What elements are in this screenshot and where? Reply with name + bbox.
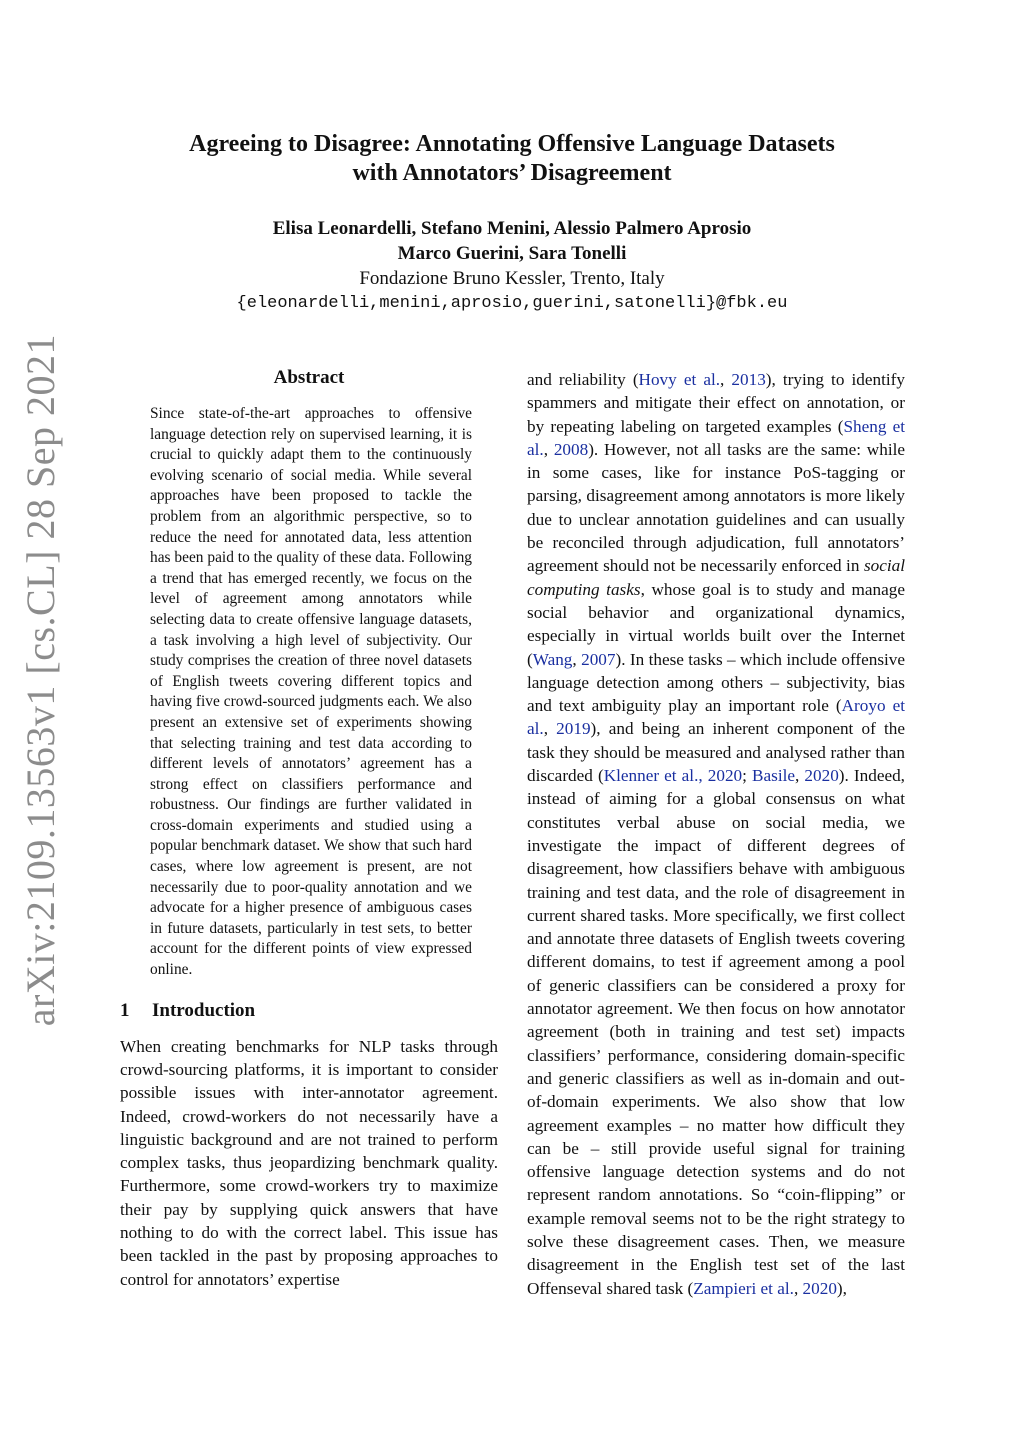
paper-title [150,130,874,188]
section-number: 1 [120,999,130,1021]
section-heading-introduction [120,999,498,1023]
citation-link[interactable]: Hovy et al. [638,370,721,389]
text-run: ), and being an inherent component of the task they should be measured and analysed rather than discarded ( [527,719,905,786]
arxiv-identifier [17,300,63,1060]
citation-link[interactable]: 2020 [802,1278,837,1298]
text-run: , whose goal is to study and manage social behavior and organizational dynamics, especially in virtual worlds built over the Internet ( [527,579,905,669]
author-block [150,216,874,316]
author-names-line-1: Elisa Leonardelli, Stefano Menini, Alessio Palmero Aprosio [272,218,752,239]
abstract-heading: Abstract [273,367,345,388]
text-run: , [543,719,557,739]
text-run: ). However, not all tasks are the same: while in some cases, like for instance PoS-tagging or parsing, disagreement among annotators is more likely due to unclear annotation guidelines and can usually be reconciled through adjudication, full annotators’ agreement should not be necessarily enforced in [527,439,905,576]
abstract-text: Since state-of-the-art approaches to offensive language detection rely on supervised learning, it is crucial to quickly adapt them to the continuously evolving scenario of social media. While several approaches have been proposed to tackle the problem from an algorithmic perspective, so to reduce the need for annotated data, less attention has been paid to the quality of these data. Following a trend that has emerged recently, we focus on the level of agreement among annotators while selecting data to create offensive language datasets, a task involving a high level of subjectivity. Our study comprises the creation of three novel datasets of English tweets covering different topics and having five crowd-sourced judgments each. We also present an extensive set of experiments showing that selecting training and test data according to different levels of annotators’ agreement has a strong effect on classifiers performance and robustness. Our findings are further validated in cross-domain experiments and studied using a popular benchmark dataset. We show that such hard cases, where low agreement is present, are not necessarily due to poor-quality annotation and we advocate for a higher presence of ambiguous cases in future datasets, particularly in test sets, to better account for the different points of view expressed online. [150,405,472,979]
text-run: ; [742,766,753,786]
citation-link[interactable]: Basile [752,766,796,786]
paper-title-line-2: with Annotators’ Disagreement [352,160,672,186]
text-run: ). In these tasks – which include offensive language detection among others – subjectivity, bias and text ambiguity play an important role ( [527,649,906,716]
right-column [527,368,905,1300]
affiliation: Fondazione Bruno Kessler, Trento, Italy [359,268,665,289]
citation-link[interactable]: Klenner et al., 2020 [603,766,743,786]
citation-link[interactable]: 2020 [804,766,839,786]
citation-link[interactable]: 2007 [581,649,616,669]
left-column [120,366,498,1291]
paper-title-line-1: Agreeing to Disagree: Annotating Offensive Language Datasets [189,131,835,157]
text-run: ), [836,1278,847,1298]
author-emails: {eleonardelli,menini,aprosio,guerini,satonelli}@fbk.eu [236,294,788,313]
citation-link[interactable]: 2013 [731,370,766,389]
text-run: and reliability ( [527,370,639,389]
citation-link[interactable]: Aroyo et al. [527,696,905,739]
introduction-paragraph-right [527,368,905,1300]
citation-link[interactable]: Wang [532,649,573,669]
text-run: ). Indeed, instead of aiming for a global consensus on what constitutes verbal abuse on social media, we investigate the impact of different degrees of disagreement, how classifiers behave with ambiguous training and test data, and the role of disagreement in current shared tasks. More specifically, we first collect and annotate three datasets of English tweets covering different domains, to test if agreement among a pool of generic classifiers can be considered a proxy for annotator agreement. We then focus on how annotator agreement (both in training and test set) impacts classifiers’ performance, considering domain-specific and generic classifiers as well as in-domain and out-of-domain experiments. We also show that low agreement examples – no matter how difficult they can be – still provide useful signal for training offensive language detection systems and do not represent random annotations. So “coin-flipping” or example removal seems not to be the right strategy to solve these disagreement cases. Then, we measure disagreement in the English test set of the last Offenseval shared task ( [527,766,905,1298]
section-title: Introduction [152,999,256,1021]
text-run: , [793,1278,803,1298]
citation-link[interactable]: 2008 [553,439,589,459]
citation-link[interactable]: Zampieri et al. [693,1278,794,1298]
citation-link[interactable]: Sheng et al. [527,416,905,459]
arxiv-identifier-text: arXiv:2109.13563v1 [cs.CL] 28 Sep 2021 [17,333,63,1027]
text-run: , [720,370,732,389]
citation-link[interactable]: 2019 [556,719,591,739]
emphasized-term: social computing tasks [527,556,905,599]
text-run: , [543,439,554,459]
text-run: ), trying to identify spammers and mitigate their effect on annotation, or by repeating labeling on targeted examples ( [527,370,905,436]
author-names-line-2: Marco Guerini, Sara Tonelli [397,243,627,264]
introduction-paragraph-left: When creating benchmarks for NLP tasks through crowd-sourcing platforms, it is important to consider possible issues with inter-annotator agreement. Indeed, crowd-workers do not necessarily have a linguistic background and are not trained to perform complex tasks, thus jeopardizing benchmark quality. Furthermore, some crowd-workers try to maximize their pay by supplying quick answers that have nothing to do with the correct label. This issue has been tackled in the past by proposing approaches to control for annotators’ expertise [120,1036,498,1289]
text-run: , [572,649,582,669]
text-run: , [795,766,805,786]
